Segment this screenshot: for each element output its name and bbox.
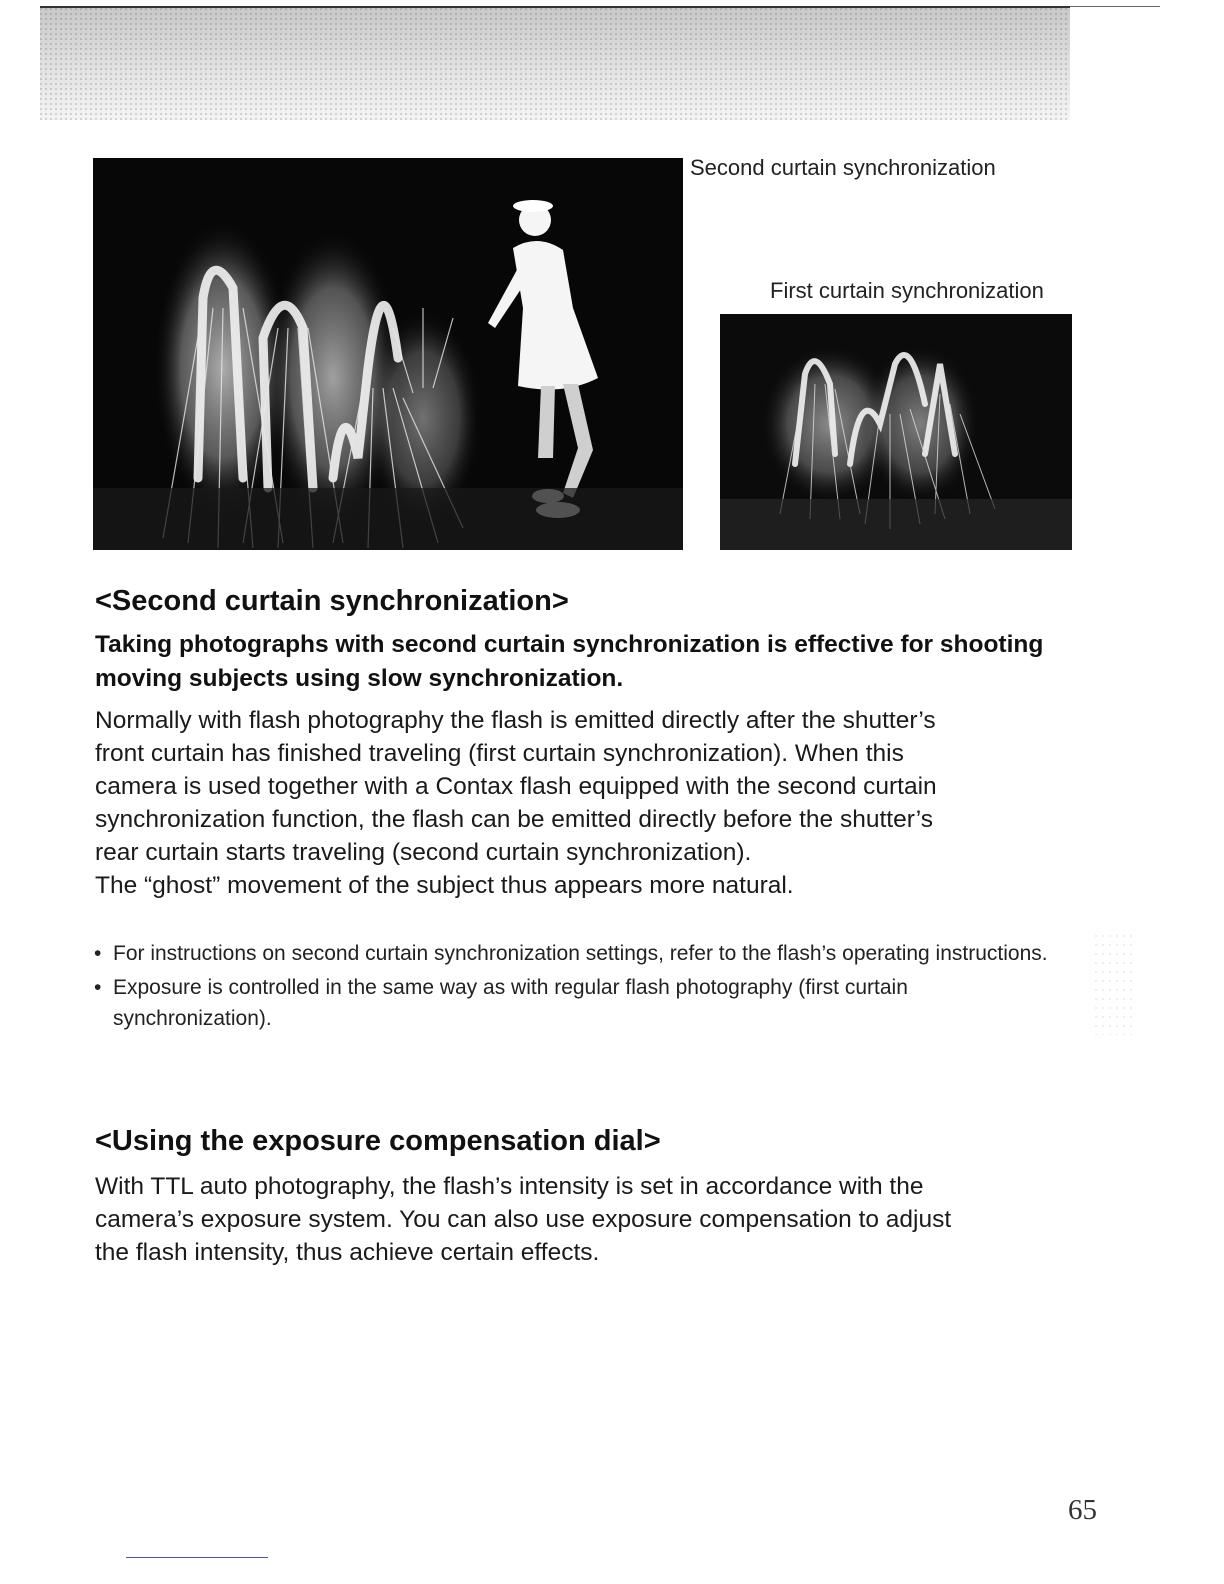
section-title-exposure-compensation: <Using the exposure compensation dial> xyxy=(95,1125,661,1157)
scan-artifact xyxy=(1095,935,1135,1035)
body-line: Normally with flash photography the flash is emitted directly after the shutter’s xyxy=(95,707,936,734)
lead-paragraph: Taking photographs with second curtain synchronization is effective for shooting moving subjects using slow synchronization. xyxy=(95,631,1044,692)
sparkler-figure-illustration-small xyxy=(720,314,1072,550)
body-line: camera’s exposure system. You can also use exposure compensation to adjust xyxy=(95,1206,952,1233)
notes-list xyxy=(92,938,1072,1037)
body-line: front curtain has finished traveling (first curtain synchronization). When this xyxy=(95,740,904,767)
body-second-curtain xyxy=(95,704,1085,902)
page-number: 65 xyxy=(1068,1494,1097,1526)
note-text: Exposure is controlled in the same way as with regular flash photography (first curtain synchronization). xyxy=(113,976,908,1030)
photo-second-curtain xyxy=(93,158,683,550)
bullet-icon: • xyxy=(94,942,102,965)
header-rule xyxy=(1070,6,1160,7)
photo-first-curtain xyxy=(720,314,1072,550)
note-item xyxy=(92,938,1072,969)
body-line: rear curtain starts traveling (second curtain synchronization). xyxy=(95,839,752,866)
body-line: synchronization function, the flash can be emitted directly before the shutter’s xyxy=(95,806,934,833)
caption-second-curtain: Second curtain synchronization xyxy=(690,155,996,180)
bullet-icon: • xyxy=(94,976,102,999)
sparkler-figure-illustration xyxy=(93,158,683,550)
caption-first-curtain: First curtain synchronization xyxy=(770,278,1044,303)
header-band xyxy=(40,6,1070,120)
section-title-second-curtain: <Second curtain synchronization> xyxy=(95,585,569,617)
body-line: With TTL auto photography, the flash’s intensity is set in accordance with the xyxy=(95,1173,924,1200)
body-exposure-compensation xyxy=(95,1170,1085,1269)
body-line: The “ghost” movement of the subject thus appears more natural. xyxy=(95,872,794,899)
body-line: the flash intensity, thus achieve certain effects. xyxy=(95,1239,600,1266)
note-item xyxy=(92,972,1072,1034)
footer-rule xyxy=(126,1557,268,1558)
body-line: camera is used together with a Contax flash equipped with the second curtain xyxy=(95,773,937,800)
note-text: For instructions on second curtain synchronization settings, refer to the flash’s operating instructions. xyxy=(113,942,1048,965)
